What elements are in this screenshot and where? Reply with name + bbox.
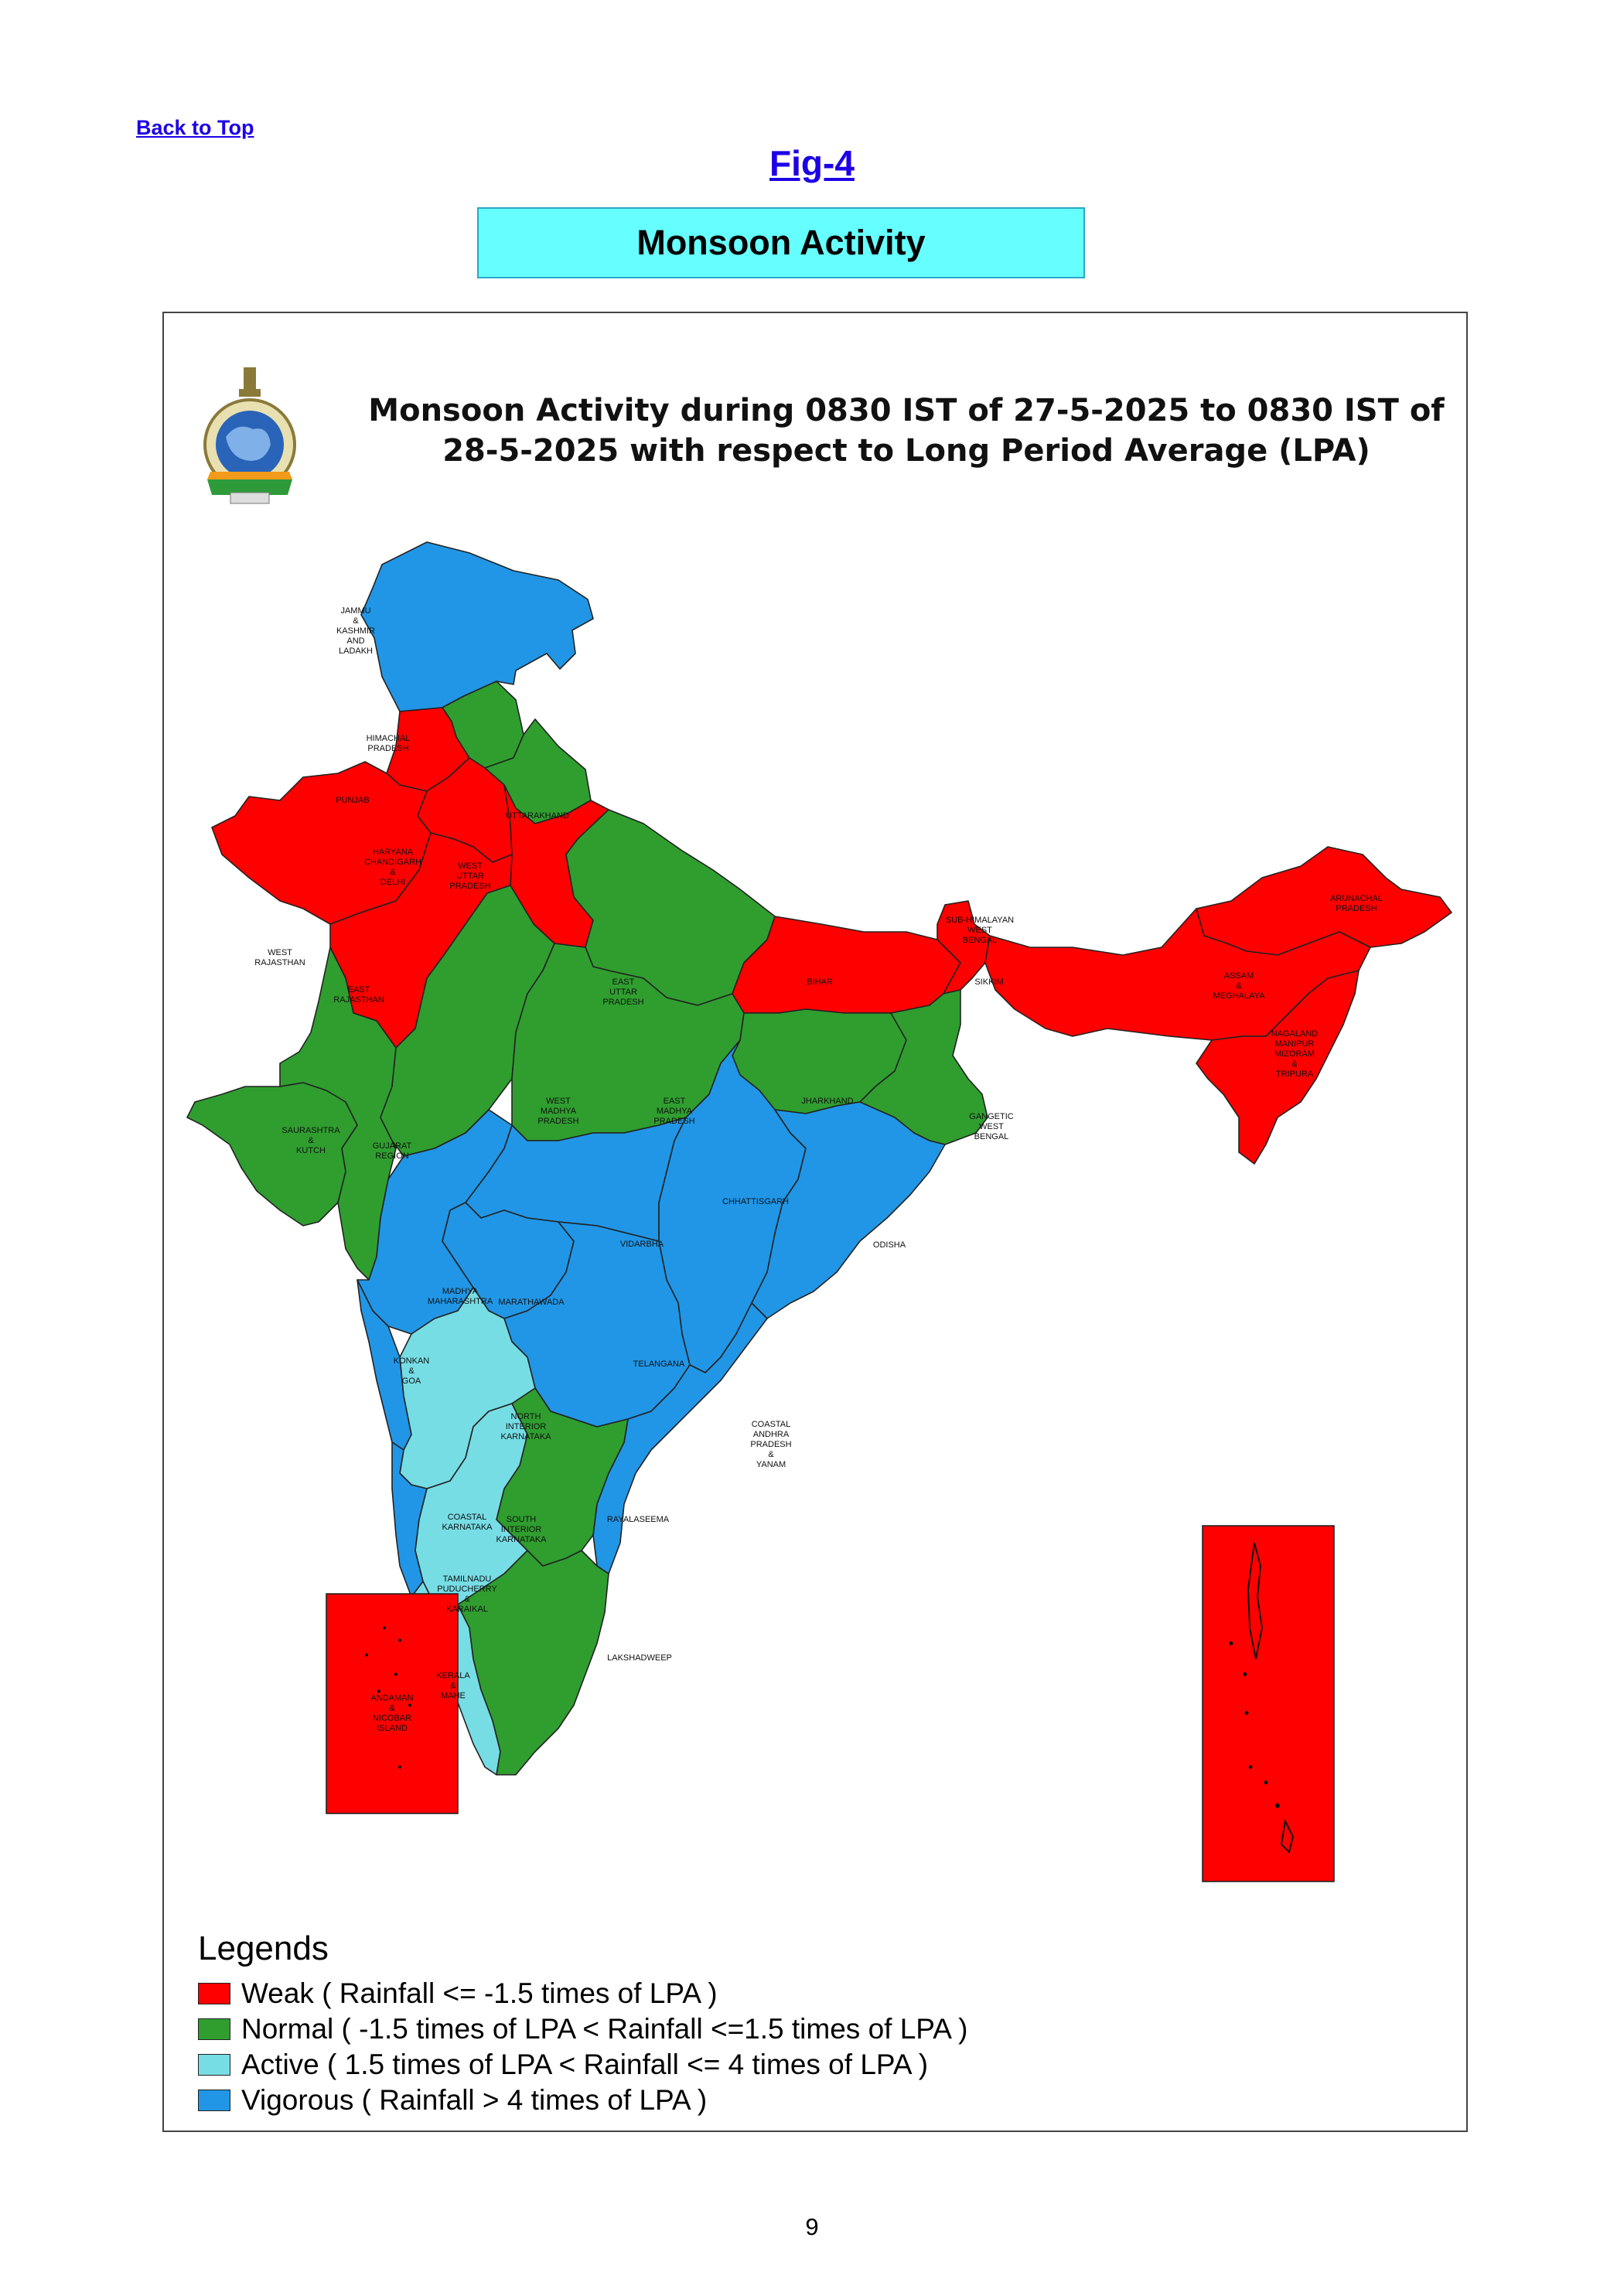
map-frame [162,312,1468,2132]
page-number: 9 [805,2213,819,2240]
map-title-line-1: Monsoon Activity during 0830 IST of 27-5-2025 to 0830 IST of [368,393,1445,428]
legend-item-normal [198,2011,967,2047]
figure-label[interactable]: Fig-4 [769,143,855,183]
monsoon-activity-title-box: Monsoon Activity [477,207,1085,278]
region-saurashtra-kutch [187,1083,357,1226]
region-label: SUB-HIMALAYAN WEST BENGAL [945,916,1015,945]
region-label: GUJARAT REGION [372,1141,412,1161]
region-label: COASTAL ANDHRA PRADESH & YANAM [750,1420,792,1469]
region-label: NAGALAND MANIPUR MIZORAM & TRIPURA [1271,1029,1319,1079]
map-title [357,391,1455,471]
region-label: EAST MADHYA PRADESH [653,1097,695,1126]
region-label: KERALA & MAHE [436,1671,470,1701]
legend [198,1929,967,2118]
legend-item-vigorous [198,2083,967,2118]
legend-heading: Legends [198,1929,329,1967]
back-to-top-link[interactable]: Back to Top [136,116,254,139]
region-label: JAMMU & KASHMIR AND LADAKH [336,606,376,656]
legend-item-weak [198,1976,967,2011]
region-label: LAKSHADWEEP [607,1653,672,1663]
region-label: HIMACHAL PRADESH [366,734,411,753]
india-map [164,313,1469,2134]
region-label: BIHAR [807,977,833,987]
region-label: CHHATTISGARH [722,1197,789,1206]
legend-swatch-weak [198,1983,230,2004]
region-label: SIKKIM [974,977,1004,987]
region-label: SOUTH INTERIOR KARNATAKA [496,1515,547,1544]
legend-label-vigorous: Vigorous ( Rainfall > 4 times of LPA ) [241,2084,708,2116]
region-label: JHARKHAND [801,1097,854,1106]
region-label: RAYALASEEMA [606,1515,670,1524]
region-label: VIDARBHA [619,1240,664,1249]
region-label: WEST RAJASTHAN [254,948,305,967]
region-label: WEST UTTAR PRADESH [449,861,491,891]
region-label: MADHYA MAHARASHTRA [427,1287,493,1306]
imd-emblem-icon [205,367,295,503]
region-label: ANDAMAN & NICOBAR ISLAND [370,1694,414,1733]
region-label: COASTAL KARNATAKA [442,1513,493,1532]
legend-swatch-vigorous [198,2090,230,2111]
andaman-nicobar-inset [1203,1526,1334,1881]
legend-label-normal: Normal ( -1.5 times of LPA < Rainfall <=1.5 times of LPA ) [241,2013,968,2045]
region-label: EAST RAJASTHAN [333,985,384,1005]
region-label: PUNJAB [336,796,370,805]
region-label: TELANGANA [633,1360,685,1369]
region-label: ARUNACHAL PRADESH [1330,894,1383,913]
region-label: EAST UTTAR PRADESH [602,977,644,1007]
map-title-line-2: 28-5-2025 with respect to Long Period Average (LPA) [442,433,1370,469]
region-label: ODISHA [872,1240,906,1250]
region-andaman-nicobar [1203,1526,1334,1881]
region-label: MARATHAWADA [498,1298,565,1307]
region-label: GANGETIC WEST BENGAL [969,1112,1014,1141]
region-label: NORTH INTERIOR KARNATAKA [500,1412,551,1441]
region-label: TAMILNADU PUDUCHERRY & KARAIKAL [437,1574,497,1614]
legend-item-active [198,2047,967,2083]
region-label: HARYANA CHANDIGARH & DELHI [364,848,421,887]
region-label: ASSAM & MEGHALAYA [1213,971,1265,1001]
region-jammu-kashmir-ladakh [361,542,593,711]
region-label: SAURASHTRA & KUTCH [281,1126,340,1155]
region-label: WEST MADHYA PRADESH [537,1097,579,1126]
legend-swatch-normal [198,2018,230,2040]
legend-swatch-active [198,2054,230,2076]
region-label: UTTARAKHAND [506,811,569,820]
region-label: KONKAN & GOA [393,1356,430,1386]
legend-label-weak: Weak ( Rainfall <= -1.5 times of LPA ) [241,1977,718,2009]
legend-label-active: Active ( 1.5 times of LPA < Rainfall <= 4 times of LPA ) [241,2049,929,2080]
